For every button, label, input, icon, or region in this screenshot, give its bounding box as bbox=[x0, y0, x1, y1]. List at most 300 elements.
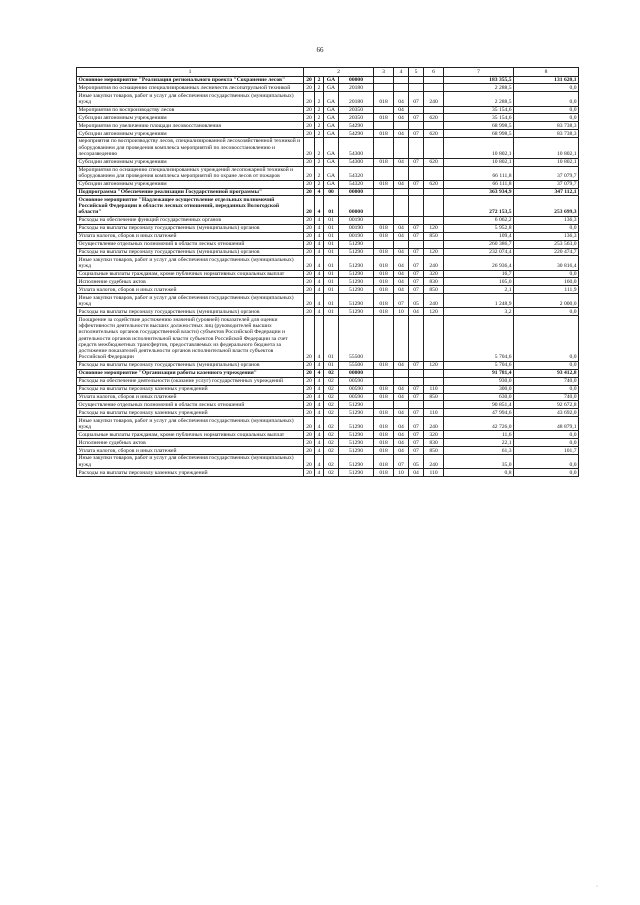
code-cell: GA bbox=[324, 76, 339, 84]
expense-type-cell bbox=[424, 106, 444, 114]
section-cell bbox=[394, 401, 409, 409]
code-cell: 4 bbox=[315, 216, 324, 224]
code-cell: 20 bbox=[304, 240, 315, 248]
dept-cell bbox=[374, 316, 394, 362]
code-cell: 00190 bbox=[339, 216, 374, 224]
expense-type-cell: 850 bbox=[424, 447, 444, 455]
dept-cell bbox=[374, 216, 394, 224]
code-cell: 01 bbox=[324, 308, 339, 316]
amount-cell: 35 154,6 bbox=[444, 114, 514, 122]
amount-cell: 363 934,9 bbox=[444, 188, 514, 196]
code-cell: 20 bbox=[304, 286, 315, 294]
row-name-cell: Расходы на выплаты персоналу казенных учреждений bbox=[77, 385, 304, 393]
subsection-cell: 07 bbox=[409, 286, 424, 294]
row-name-cell: Осуществление отдельных полномочий в области лесных отношений bbox=[77, 401, 304, 409]
section-cell: 04 bbox=[394, 385, 409, 393]
dept-cell bbox=[374, 138, 394, 158]
header-cell: 7 bbox=[444, 68, 514, 77]
subsection-cell bbox=[409, 196, 424, 216]
section-cell bbox=[394, 84, 409, 92]
code-cell: 01 bbox=[324, 278, 339, 286]
code-cell: 4 bbox=[315, 224, 324, 232]
subsection-cell: 07 bbox=[409, 130, 424, 138]
code-cell: 20 bbox=[304, 369, 315, 377]
subsection-cell: 07 bbox=[409, 224, 424, 232]
amount-cell: 35,0 bbox=[444, 455, 514, 469]
code-cell: 4 bbox=[315, 393, 324, 401]
dept-cell: 018 bbox=[374, 256, 394, 270]
header-cell: 5 bbox=[409, 68, 424, 77]
subsection-cell: 05 bbox=[409, 294, 424, 308]
code-cell: 2 bbox=[315, 84, 324, 92]
amount-cell: 16,7 bbox=[444, 270, 514, 278]
amount-cell: 83 738,3 bbox=[514, 122, 579, 130]
expense-type-cell bbox=[424, 369, 444, 377]
code-cell: 20 bbox=[304, 84, 315, 92]
section-cell: 04 bbox=[394, 180, 409, 188]
table-row bbox=[77, 439, 579, 447]
code-cell: GA bbox=[324, 84, 339, 92]
code-cell: 02 bbox=[324, 469, 339, 477]
row-name-cell: Уплата налогов, сборов и иных платежей bbox=[77, 232, 304, 240]
expense-type-cell bbox=[424, 240, 444, 248]
section-cell: 04 bbox=[394, 393, 409, 401]
table-row bbox=[77, 256, 579, 270]
dept-cell: 018 bbox=[374, 409, 394, 417]
section-cell: 04 bbox=[394, 439, 409, 447]
subsection-cell: 07 bbox=[409, 409, 424, 417]
amount-cell: 136,3 bbox=[514, 216, 579, 224]
expense-type-cell: 850 bbox=[424, 393, 444, 401]
expense-type-cell: 620 bbox=[424, 158, 444, 166]
table-row bbox=[77, 196, 579, 216]
amount-cell: 136,3 bbox=[514, 232, 579, 240]
amount-cell: 93 412,8 bbox=[514, 369, 579, 377]
code-cell: 51290 bbox=[339, 248, 374, 256]
amount-cell: 2 000,0 bbox=[514, 294, 579, 308]
amount-cell: 11,6 bbox=[444, 431, 514, 439]
table-row bbox=[77, 362, 579, 370]
section-cell: 04 bbox=[394, 106, 409, 114]
code-cell: 20 bbox=[304, 216, 315, 224]
dept-cell bbox=[374, 166, 394, 180]
code-cell: 20 bbox=[304, 122, 315, 130]
amount-cell: 83 738,3 bbox=[514, 130, 579, 138]
dept-cell: 018 bbox=[374, 286, 394, 294]
budget-table-body bbox=[77, 68, 579, 477]
header-row bbox=[77, 68, 579, 77]
code-cell: 20 bbox=[304, 188, 315, 196]
code-cell: 00190 bbox=[339, 224, 374, 232]
row-name-cell: Иные закупки товаров, работ и услуг для обеспечения государственных (муниципальных) нужд bbox=[77, 294, 304, 308]
code-cell: 2 bbox=[315, 130, 324, 138]
dept-cell: 018 bbox=[374, 270, 394, 278]
table-row bbox=[77, 130, 579, 138]
code-cell: 20 bbox=[304, 294, 315, 308]
row-name-cell: Субсидии автономным учреждениям bbox=[77, 114, 304, 122]
amount-cell: 6 062,2 bbox=[444, 216, 514, 224]
dept-cell bbox=[374, 76, 394, 84]
table-row bbox=[77, 308, 579, 316]
dept-cell: 018 bbox=[374, 114, 394, 122]
expense-type-cell: 320 bbox=[424, 270, 444, 278]
code-cell: 51290 bbox=[339, 455, 374, 469]
subsection-cell: 07 bbox=[409, 248, 424, 256]
code-cell: 20 bbox=[304, 196, 315, 216]
section-cell: 10 bbox=[394, 469, 409, 477]
subsection-cell bbox=[409, 166, 424, 180]
subsection-cell: 07 bbox=[409, 278, 424, 286]
budget-table bbox=[76, 67, 579, 477]
code-cell: 2 bbox=[315, 106, 324, 114]
dept-cell bbox=[374, 106, 394, 114]
section-cell: 04 bbox=[394, 431, 409, 439]
code-cell: 20 bbox=[304, 401, 315, 409]
dept-cell: 018 bbox=[374, 248, 394, 256]
code-cell: 4 bbox=[315, 270, 324, 278]
dept-cell: 018 bbox=[374, 447, 394, 455]
code-cell: 02 bbox=[324, 409, 339, 417]
amount-cell: 90 851,4 bbox=[444, 401, 514, 409]
table-row bbox=[77, 393, 579, 401]
subsection-cell bbox=[409, 240, 424, 248]
section-cell: 04 bbox=[394, 224, 409, 232]
code-cell: 02 bbox=[324, 447, 339, 455]
amount-cell: 930,0 bbox=[444, 377, 514, 385]
table-row bbox=[77, 158, 579, 166]
dept-cell: 018 bbox=[374, 224, 394, 232]
expense-type-cell bbox=[424, 377, 444, 385]
row-name-cell: Основное мероприятие "Надлежащее осуществление отдельных полномочий Российской Федерации в области лесных отношений, переданных Вологодской области" bbox=[77, 196, 304, 216]
dept-cell bbox=[374, 122, 394, 130]
amount-cell: 10 802,1 bbox=[444, 158, 514, 166]
expense-type-cell: 110 bbox=[424, 385, 444, 393]
code-cell: 00590 bbox=[339, 393, 374, 401]
subsection-cell: 07 bbox=[409, 431, 424, 439]
code-cell: 20350 bbox=[339, 106, 374, 114]
code-cell: 02 bbox=[324, 417, 339, 431]
table-row bbox=[77, 270, 579, 278]
code-cell: 4 bbox=[315, 369, 324, 377]
row-name-cell: Расходы на выплаты персоналу государственных (муниципальных) органов bbox=[77, 248, 304, 256]
code-cell: 4 bbox=[315, 431, 324, 439]
expense-type-cell bbox=[424, 401, 444, 409]
section-cell: 04 bbox=[394, 158, 409, 166]
expense-type-cell bbox=[424, 316, 444, 362]
table-row bbox=[77, 469, 579, 477]
code-cell: 01 bbox=[324, 362, 339, 370]
code-cell: 51290 bbox=[339, 417, 374, 431]
code-cell: 51290 bbox=[339, 308, 374, 316]
subsection-cell bbox=[409, 122, 424, 130]
code-cell: 20 bbox=[304, 308, 315, 316]
expense-type-cell: 120 bbox=[424, 224, 444, 232]
dept-cell: 018 bbox=[374, 92, 394, 106]
section-cell: 07 bbox=[394, 294, 409, 308]
amount-cell: 0,0 bbox=[514, 224, 579, 232]
code-cell: 20 bbox=[304, 409, 315, 417]
dept-cell: 018 bbox=[374, 362, 394, 370]
table-row bbox=[77, 224, 579, 232]
dept-cell: 018 bbox=[374, 278, 394, 286]
table-row bbox=[77, 417, 579, 431]
amount-cell: 5 952,8 bbox=[444, 224, 514, 232]
header-cell: 6 bbox=[424, 68, 444, 77]
expense-type-cell bbox=[424, 166, 444, 180]
amount-cell: 3,2 bbox=[444, 308, 514, 316]
code-cell: GA bbox=[324, 166, 339, 180]
code-cell: GA bbox=[324, 130, 339, 138]
amount-cell: 0,0 bbox=[514, 431, 579, 439]
table-row bbox=[77, 240, 579, 248]
code-cell: 4 bbox=[315, 240, 324, 248]
subsection-cell bbox=[409, 377, 424, 385]
table-row bbox=[77, 431, 579, 439]
code-cell: 20 bbox=[304, 469, 315, 477]
code-cell: GA bbox=[324, 114, 339, 122]
amount-cell: 48 879,1 bbox=[514, 417, 579, 431]
scan-mark: · bbox=[596, 884, 598, 890]
subsection-cell bbox=[409, 76, 424, 84]
table-row bbox=[77, 409, 579, 417]
row-name-cell: Мероприятия по воспроизводству лесов bbox=[77, 106, 304, 114]
expense-type-cell: 830 bbox=[424, 278, 444, 286]
expense-type-cell: 120 bbox=[424, 362, 444, 370]
code-cell: 4 bbox=[315, 377, 324, 385]
table-row bbox=[77, 248, 579, 256]
table-row bbox=[77, 166, 579, 180]
subsection-cell: 07 bbox=[409, 92, 424, 106]
code-cell: 4 bbox=[315, 278, 324, 286]
code-cell: 4 bbox=[315, 188, 324, 196]
amount-cell: 43 692,0 bbox=[514, 409, 579, 417]
amount-cell: 740,0 bbox=[514, 377, 579, 385]
amount-cell: 347 112,1 bbox=[514, 188, 579, 196]
amount-cell: 68 998,5 bbox=[444, 122, 514, 130]
subsection-cell: 07 bbox=[409, 158, 424, 166]
table-row bbox=[77, 92, 579, 106]
amount-cell: 0,0 bbox=[514, 270, 579, 278]
expense-type-cell: 850 bbox=[424, 286, 444, 294]
code-cell: 20 bbox=[304, 106, 315, 114]
code-cell: 20 bbox=[304, 431, 315, 439]
code-cell: 00590 bbox=[339, 385, 374, 393]
row-name-cell: Поощрение за содействие достижению значений (уровней) показателей для оценки эффективности деятельности высших должностных лиц (руководителей высших исполнительных органов государственной власти) субъектов Российской Федерации и деятельности органов исполнительной власти субъектов Российской Федерации за счет средств межбюджетных трансфертов, предоставляемых из федерального бюджета за достижение показателей деятельности органов исполнительной власти субъектов Российской Федерации bbox=[77, 316, 304, 362]
code-cell: 20 bbox=[304, 92, 315, 106]
dept-cell: 018 bbox=[374, 294, 394, 308]
expense-type-cell bbox=[424, 84, 444, 92]
row-name-cell: Субсидии автономным учреждениям bbox=[77, 130, 304, 138]
expense-type-cell: 240 bbox=[424, 455, 444, 469]
section-cell bbox=[394, 377, 409, 385]
row-name-cell: Субсидии автономным учреждениям bbox=[77, 158, 304, 166]
expense-type-cell: 240 bbox=[424, 417, 444, 431]
row-name-cell: Расходы на выплаты персоналу казенных учреждений bbox=[77, 409, 304, 417]
section-cell: 10 bbox=[394, 308, 409, 316]
row-name-cell: Расходы на обеспечение функций государственных органов bbox=[77, 216, 304, 224]
row-name-cell: Подпрограмма "Обеспечение реализации Государственной программы" bbox=[77, 188, 304, 196]
code-cell: 02 bbox=[324, 455, 339, 469]
amount-cell: 10 802,1 bbox=[514, 158, 579, 166]
code-cell: 4 bbox=[315, 409, 324, 417]
section-cell: 04 bbox=[394, 417, 409, 431]
code-cell: 20 bbox=[304, 232, 315, 240]
amount-cell: 0,0 bbox=[514, 362, 579, 370]
expense-type-cell bbox=[424, 188, 444, 196]
dept-cell: 018 bbox=[374, 417, 394, 431]
section-cell bbox=[394, 188, 409, 196]
amount-cell: 37 079,7 bbox=[514, 166, 579, 180]
row-name-cell: Социальные выплаты гражданам, кроме публичных нормативных социальных выплат bbox=[77, 270, 304, 278]
row-name-cell: Мероприятия по увеличению площади лесовосстановления bbox=[77, 122, 304, 130]
code-cell: 55500 bbox=[339, 316, 374, 362]
amount-cell: 131 620,1 bbox=[514, 76, 579, 84]
table-row bbox=[77, 447, 579, 455]
row-name-cell: Иные закупки товаров, работ и услуг для обеспечения государственных (муниципальных) нужд bbox=[77, 417, 304, 431]
code-cell: 00000 bbox=[339, 196, 374, 216]
row-name-cell: Субсидии автономным учреждениям bbox=[77, 180, 304, 188]
code-cell: 01 bbox=[324, 270, 339, 278]
code-cell: 20 bbox=[304, 248, 315, 256]
row-name-cell: Уплата налогов, сборов и иных платежей bbox=[77, 286, 304, 294]
table-row bbox=[77, 377, 579, 385]
code-cell: 01 bbox=[324, 224, 339, 232]
amount-cell: 68 998,5 bbox=[444, 130, 514, 138]
code-cell: 02 bbox=[324, 439, 339, 447]
amount-cell: 260 386,7 bbox=[444, 240, 514, 248]
code-cell: 01 bbox=[324, 256, 339, 270]
code-cell: 54320 bbox=[339, 166, 374, 180]
code-cell: 02 bbox=[324, 431, 339, 439]
code-cell: 20 bbox=[304, 278, 315, 286]
section-cell bbox=[394, 76, 409, 84]
code-cell: 20 bbox=[304, 138, 315, 158]
amount-cell: 0,8 bbox=[444, 469, 514, 477]
section-cell bbox=[394, 316, 409, 362]
row-name-cell: Расходы на обеспечение деятельности (оказание услуг) государственных учреждений bbox=[77, 377, 304, 385]
amount-cell: 5 704,6 bbox=[444, 316, 514, 362]
subsection-cell bbox=[409, 84, 424, 92]
table-row bbox=[77, 316, 579, 362]
code-cell: 51290 bbox=[339, 240, 374, 248]
code-cell: 20180 bbox=[339, 84, 374, 92]
subsection-cell bbox=[409, 216, 424, 224]
table-row bbox=[77, 188, 579, 196]
table-row bbox=[77, 216, 579, 224]
amount-cell: 66 111,8 bbox=[444, 180, 514, 188]
table-row bbox=[77, 385, 579, 393]
table-row bbox=[77, 180, 579, 188]
subsection-cell: 04 bbox=[409, 469, 424, 477]
dept-cell: 018 bbox=[374, 130, 394, 138]
code-cell: 01 bbox=[324, 294, 339, 308]
table-row bbox=[77, 455, 579, 469]
amount-cell: 0,0 bbox=[514, 308, 579, 316]
subsection-cell: 04 bbox=[409, 308, 424, 316]
subsection-cell bbox=[409, 188, 424, 196]
row-name-cell: Иные закупки товаров, работ и услуг для обеспечения государственных (муниципальных) нужд bbox=[77, 455, 304, 469]
amount-cell: 272 153,5 bbox=[444, 196, 514, 216]
code-cell: 02 bbox=[324, 393, 339, 401]
row-name-cell: Исполнение судебных актов bbox=[77, 439, 304, 447]
dept-cell bbox=[374, 377, 394, 385]
expense-type-cell: 110 bbox=[424, 469, 444, 477]
section-cell: 04 bbox=[394, 232, 409, 240]
code-cell: 51290 bbox=[339, 447, 374, 455]
table-row bbox=[77, 76, 579, 84]
code-cell: 01 bbox=[324, 248, 339, 256]
code-cell: 4 bbox=[315, 232, 324, 240]
code-cell: 55500 bbox=[339, 362, 374, 370]
expense-type-cell: 120 bbox=[424, 308, 444, 316]
code-cell: 20 bbox=[304, 385, 315, 393]
table-row bbox=[77, 369, 579, 377]
code-cell: 2 bbox=[315, 138, 324, 158]
row-name-cell: Социальные выплаты гражданам, кроме публичных нормативных социальных выплат bbox=[77, 431, 304, 439]
code-cell: 02 bbox=[324, 385, 339, 393]
amount-cell: 109,4 bbox=[444, 232, 514, 240]
section-cell: 04 bbox=[394, 248, 409, 256]
code-cell: 20 bbox=[304, 180, 315, 188]
code-cell: 4 bbox=[315, 196, 324, 216]
code-cell: 54320 bbox=[339, 180, 374, 188]
section-cell bbox=[394, 138, 409, 158]
subsection-cell bbox=[409, 106, 424, 114]
code-cell: 4 bbox=[315, 439, 324, 447]
code-cell: 20 bbox=[304, 439, 315, 447]
code-cell: 20 bbox=[304, 256, 315, 270]
amount-cell: 232 074,4 bbox=[444, 248, 514, 256]
subsection-cell: 07 bbox=[409, 447, 424, 455]
dept-cell bbox=[374, 188, 394, 196]
amount-cell: 37 079,7 bbox=[514, 180, 579, 188]
code-cell: 20 bbox=[304, 224, 315, 232]
dept-cell bbox=[374, 401, 394, 409]
code-cell: 4 bbox=[315, 455, 324, 469]
expense-type-cell: 240 bbox=[424, 294, 444, 308]
section-cell bbox=[394, 369, 409, 377]
amount-cell: 61,3 bbox=[444, 447, 514, 455]
subsection-cell: 07 bbox=[409, 385, 424, 393]
table-row bbox=[77, 138, 579, 158]
table-row bbox=[77, 278, 579, 286]
section-cell: 04 bbox=[394, 278, 409, 286]
table-row bbox=[77, 401, 579, 409]
code-cell: 00190 bbox=[339, 232, 374, 240]
section-cell: 04 bbox=[394, 92, 409, 106]
amount-cell: 183 355,5 bbox=[444, 76, 514, 84]
code-cell: 51290 bbox=[339, 278, 374, 286]
code-cell: 4 bbox=[315, 469, 324, 477]
dept-cell: 018 bbox=[374, 469, 394, 477]
row-name-cell: Основное мероприятие "Организация работы казенного учреждения" bbox=[77, 369, 304, 377]
subsection-cell bbox=[409, 138, 424, 158]
expense-type-cell: 240 bbox=[424, 256, 444, 270]
amount-cell: 35 154,6 bbox=[444, 106, 514, 114]
code-cell: 20 bbox=[304, 166, 315, 180]
expense-type-cell: 320 bbox=[424, 431, 444, 439]
code-cell: 00000 bbox=[339, 76, 374, 84]
code-cell: 00000 bbox=[339, 369, 374, 377]
code-cell: 02 bbox=[324, 401, 339, 409]
code-cell: 4 bbox=[315, 401, 324, 409]
amount-cell: 1 248,9 bbox=[444, 294, 514, 308]
code-cell: 20 bbox=[304, 76, 315, 84]
section-cell bbox=[394, 122, 409, 130]
row-name-cell: Мероприятия по оснащению специализированных учреждений лесопожарной техникой и оборудованием для проведения комплекса мероприятий по охране лесов от пожаров bbox=[77, 166, 304, 180]
amount-cell: 300,0 bbox=[444, 385, 514, 393]
code-cell: 4 bbox=[315, 308, 324, 316]
